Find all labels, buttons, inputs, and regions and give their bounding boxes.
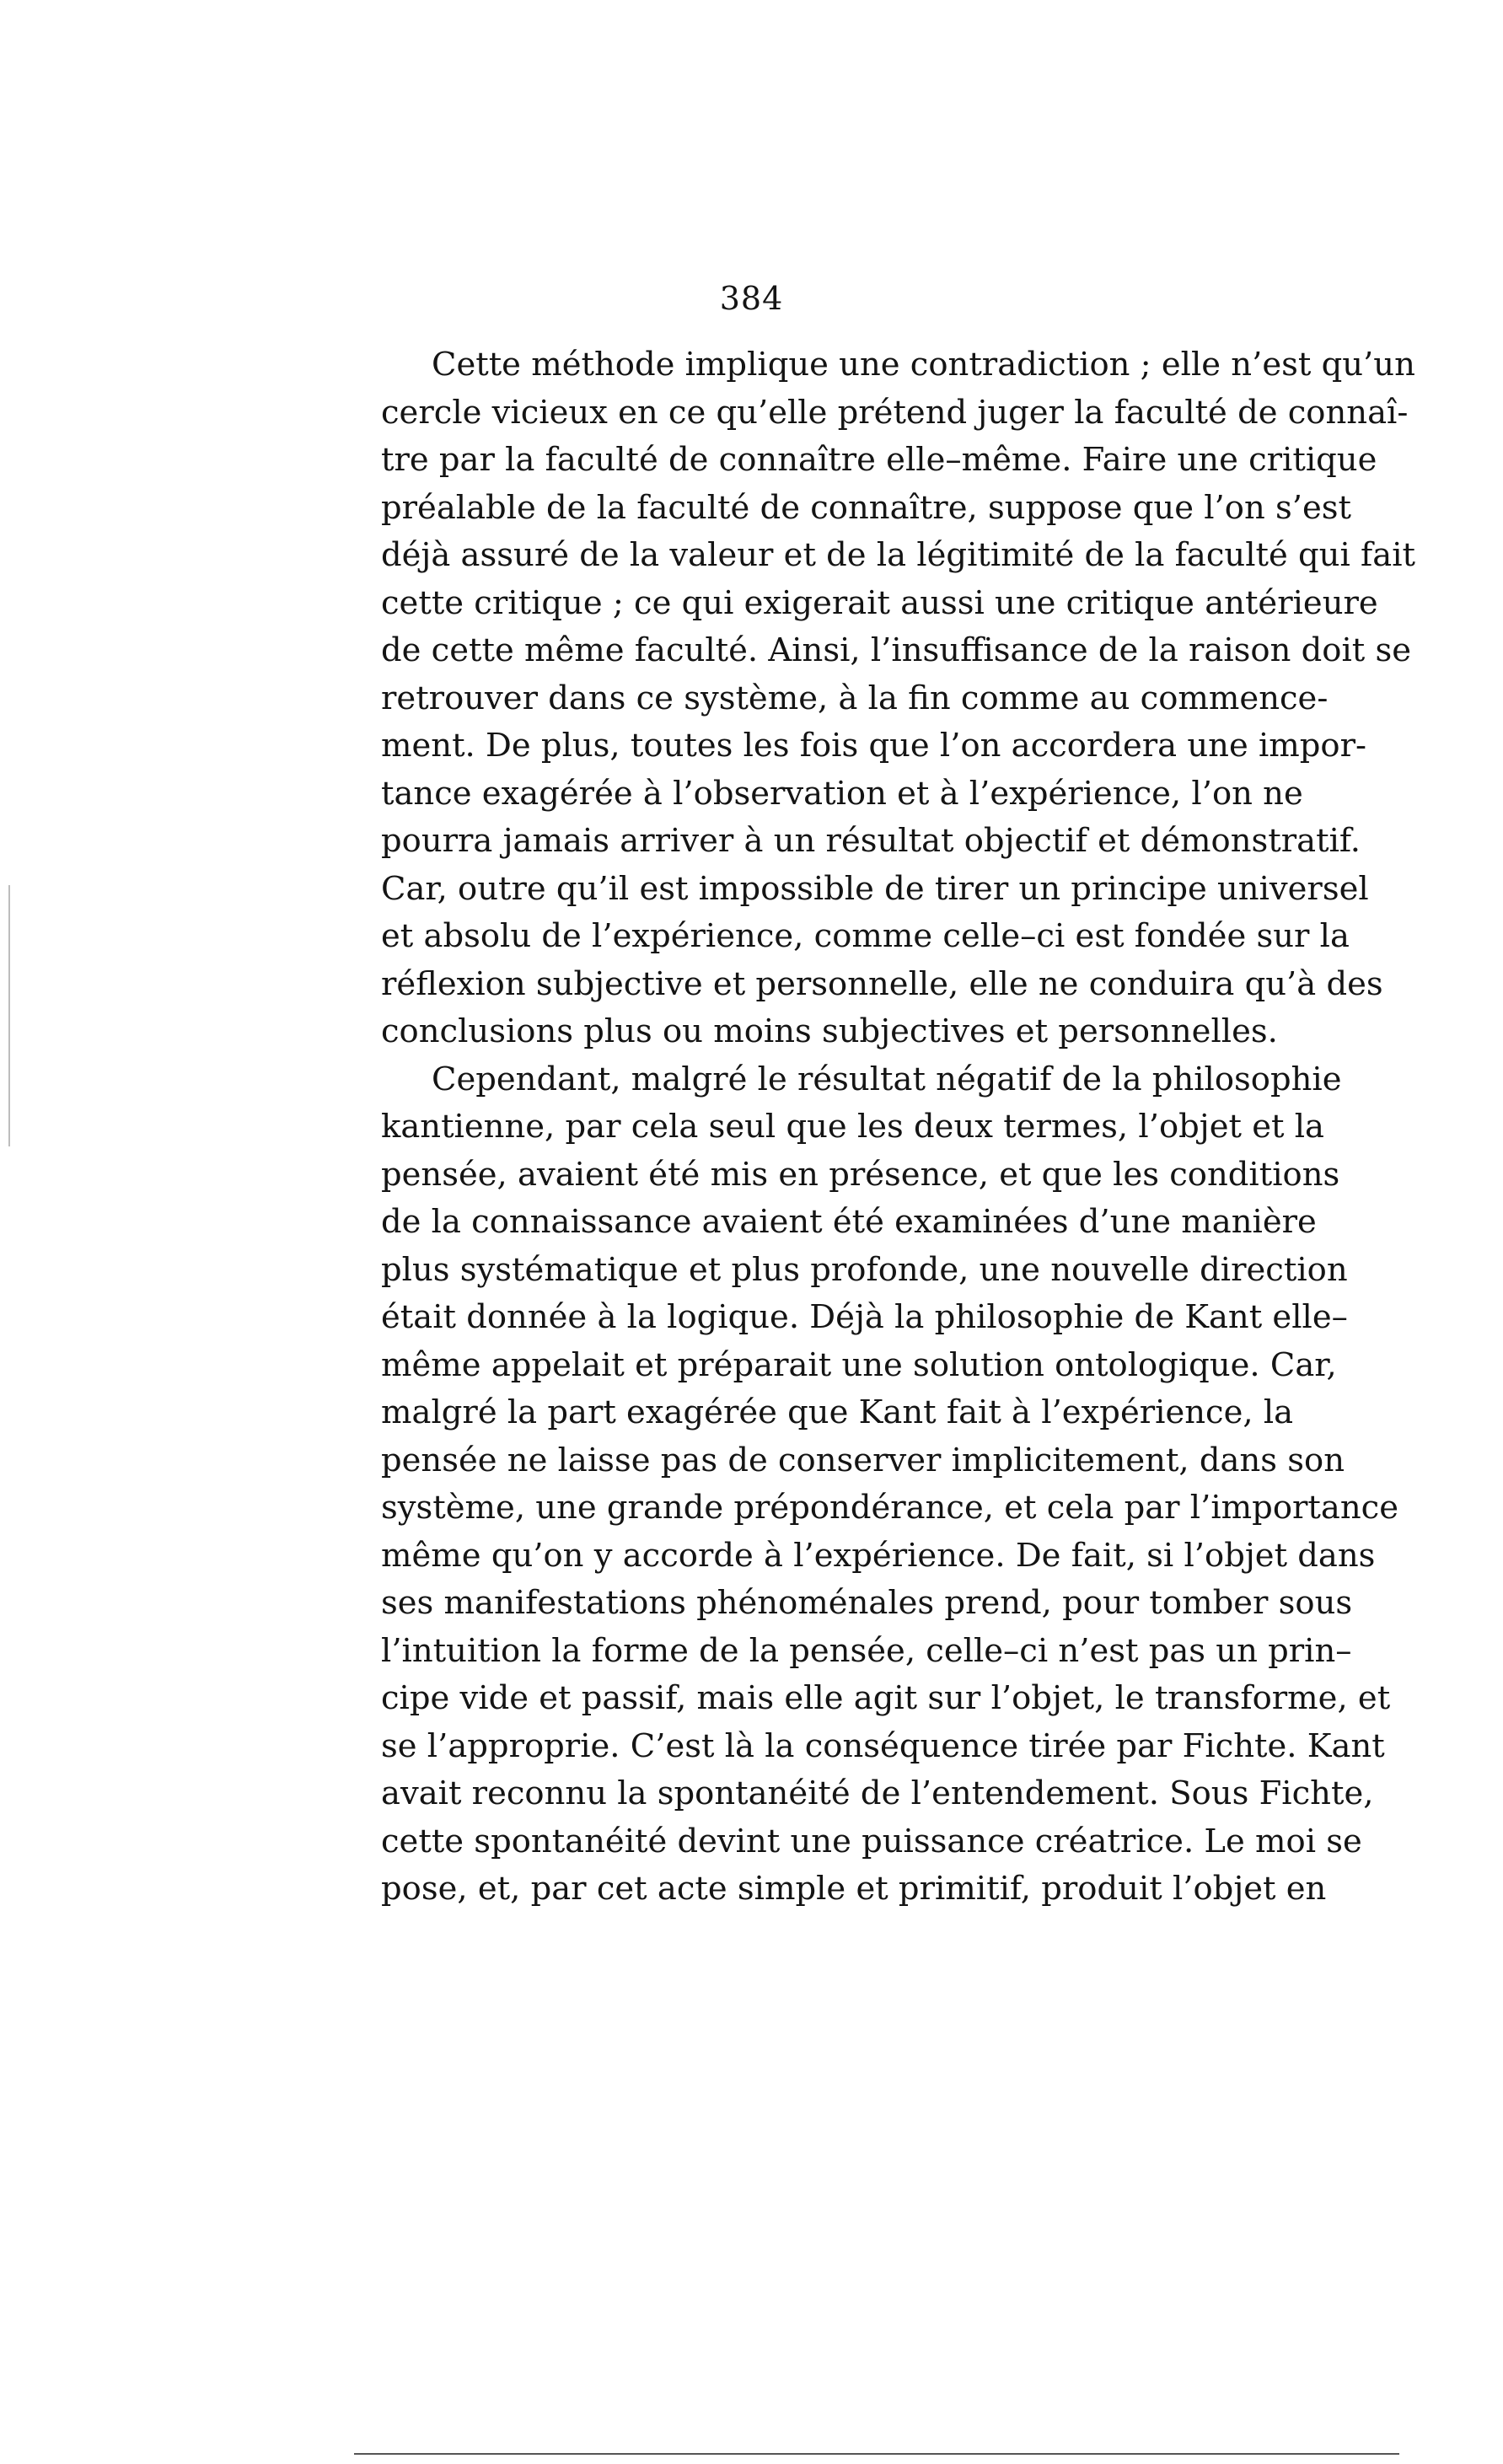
text-line: était donnée à la logique. Déjà la philosophie de Kant elle–: [381, 1298, 1348, 1336]
text-line: système, une grande prépondérance, et cela par l’importance: [381, 1489, 1398, 1527]
text-line: préalable de la faculté de connaître, suppose que l’on s’est: [381, 488, 1352, 527]
text-line: même qu’on y accorde à l’expérience. De fait, si l’objet dans: [381, 1536, 1376, 1575]
text-line: ment. De plus, toutes les fois que l’on accordera une impor-: [381, 727, 1367, 765]
text-line: retrouver dans ce système, à la fin comme au commence-: [381, 679, 1329, 717]
text-line: malgré la part exagérée que Kant fait à l’expérience, la: [381, 1393, 1294, 1431]
text-line: kantienne, par cela seul que les deux termes, l’objet et la: [381, 1108, 1324, 1146]
text-line: Car, outre qu’il est impossible de tirer un principe universel: [381, 869, 1369, 908]
text-line: pose, et, par cet acte simple et primitif, produit l’objet en: [381, 1870, 1327, 1908]
page-number: 384: [719, 280, 784, 317]
text-line: cette critique ; ce qui exigerait aussi une critique antérieure: [381, 583, 1378, 622]
text-line: cette spontanéité devint une puissance créatrice. Le moi se: [381, 1822, 1362, 1860]
text-line: de la connaissance avaient été examinées d’une manière: [381, 1203, 1317, 1241]
text-line: cipe vide et passif, mais elle agit sur l’objet, le transforme, et: [381, 1679, 1391, 1717]
text-line: pourra jamais arriver à un résultat objectif et démonstratif.: [381, 822, 1361, 860]
text-line: pensée ne laisse pas de conserver implicitement, dans son: [381, 1441, 1345, 1479]
text-line: de cette même faculté. Ainsi, l’insuffisance de la raison doit se: [381, 631, 1412, 669]
scan-edge-mark: [8, 1071, 10, 1146]
text-line: se l’approprie. C’est là la conséquence tirée par Fichte. Kant: [381, 1726, 1385, 1765]
text-line: cercle vicieux en ce qu’elle prétend juger la faculté de connaî-: [381, 393, 1409, 432]
text-line: même appelait et préparait une solution ontologique. Car,: [381, 1345, 1337, 1384]
scan-edge-mark: [8, 885, 10, 1071]
scan-bottom-rule: [354, 2453, 1399, 2455]
text-line: réflexion subjective et personnelle, elle ne conduira qu’à des: [381, 964, 1383, 1003]
text-line: conclusions plus ou moins subjectives et personnelles.: [381, 1012, 1278, 1050]
text-line: Cette méthode implique une contradiction ; elle n’est qu’un: [432, 346, 1415, 384]
paragraph-1: [381, 341, 1415, 1056]
body-text: [381, 341, 1415, 1914]
text-line: l’intuition la forme de la pensée, celle–ci n’est pas un prin–: [381, 1631, 1352, 1670]
text-line: ses manifestations phénoménales prend, pour tomber sous: [381, 1584, 1353, 1622]
text-line: et absolu de l’expérience, comme celle–ci est fondée sur la: [381, 917, 1350, 955]
text-line: pensée, avaient été mis en présence, et que les conditions: [381, 1155, 1340, 1194]
text-line: tre par la faculté de connaître elle–même. Faire une critique: [381, 441, 1377, 479]
text-line: Cependant, malgré le résultat négatif de la philosophie: [432, 1060, 1342, 1098]
text-line: plus systématique et plus profonde, une nouvelle direction: [381, 1250, 1348, 1289]
text-line: tance exagérée à l’observation et à l’expérience, l’on ne: [381, 774, 1303, 813]
text-line: avait reconnu la spontanéité de l’entendement. Sous Fichte,: [381, 1774, 1374, 1812]
text-line: déjà assuré de la valeur et de la légitimité de la faculté qui fait: [381, 536, 1415, 574]
paragraph-2: [381, 1056, 1398, 1914]
